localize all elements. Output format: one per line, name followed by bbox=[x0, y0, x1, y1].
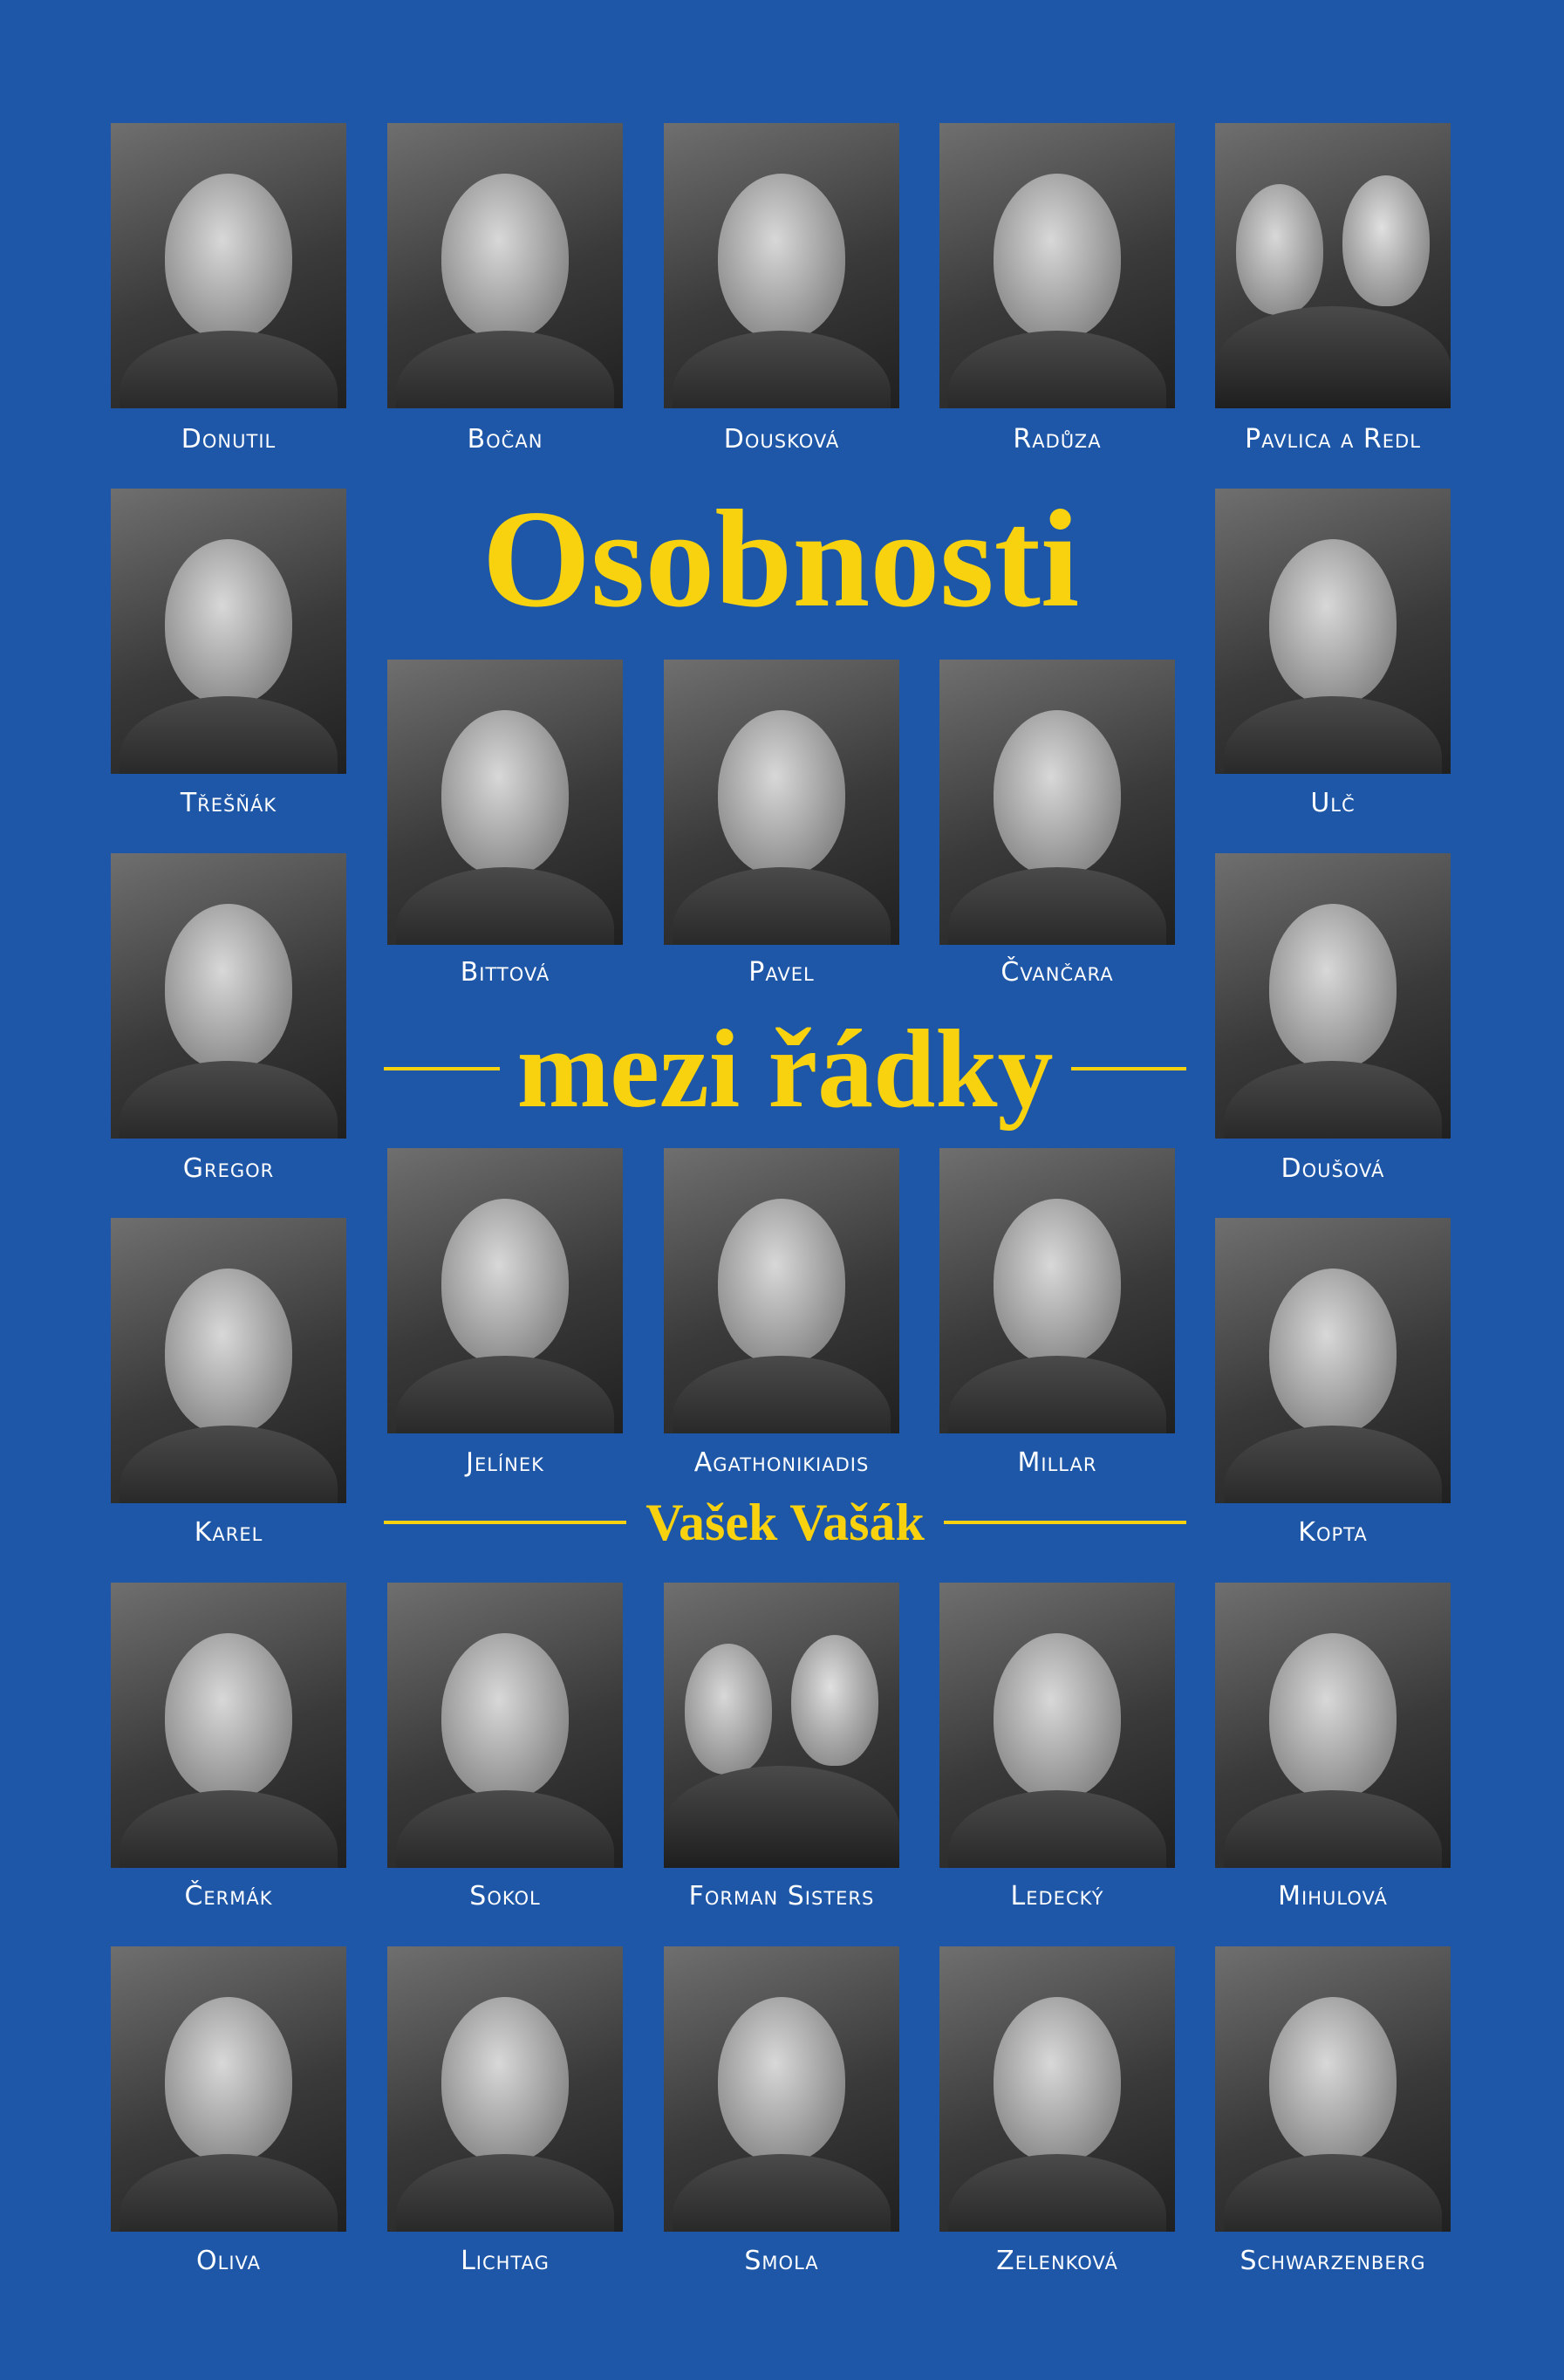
portrait-bocan bbox=[387, 123, 623, 408]
name-label-agathonikiadis: Agathonikiadis bbox=[693, 1447, 870, 1478]
name-label-lichtag: Lichtag bbox=[461, 2246, 550, 2276]
portrait-oliva bbox=[111, 1946, 346, 2232]
author-rule-left bbox=[384, 1521, 626, 1524]
name-label-pavlica-a-redl: Pavlica a Redl bbox=[1245, 424, 1421, 455]
portrait-douskova bbox=[664, 123, 899, 408]
name-label-kopta: Kopta bbox=[1298, 1517, 1368, 1548]
name-label-raduza: Radůza bbox=[1013, 424, 1102, 455]
portrait-cvancara bbox=[939, 660, 1175, 945]
portrait-pavel bbox=[664, 660, 899, 945]
name-label-pavel: Pavel bbox=[748, 957, 815, 988]
portrait-forman-sisters bbox=[664, 1583, 899, 1868]
book-subtitle-block bbox=[384, 1003, 1186, 1134]
portrait-schwarzenberg bbox=[1215, 1946, 1451, 2232]
book-title: Osobnosti bbox=[481, 481, 1080, 636]
book-subtitle: mezi řádky bbox=[516, 1007, 1054, 1131]
portrait-karel bbox=[111, 1218, 346, 1503]
book-author-block bbox=[384, 1488, 1186, 1557]
author-rule-right bbox=[944, 1521, 1186, 1524]
name-label-mihulova: Mihulová bbox=[1278, 1881, 1388, 1912]
portrait-ulc bbox=[1215, 489, 1451, 774]
portrait-kopta bbox=[1215, 1218, 1451, 1503]
name-label-cermak: Čermák bbox=[184, 1881, 273, 1912]
portrait-jelinek bbox=[387, 1148, 623, 1433]
name-label-cvancara: Čvančara bbox=[1001, 957, 1114, 988]
portrait-mihulova bbox=[1215, 1583, 1451, 1868]
name-label-millar: Millar bbox=[1017, 1447, 1097, 1478]
portrait-millar bbox=[939, 1148, 1175, 1433]
portrait-smola bbox=[664, 1946, 899, 2232]
portrait-cermak bbox=[111, 1583, 346, 1868]
name-label-dousova: Doušová bbox=[1281, 1153, 1385, 1184]
name-label-douskova: Dousková bbox=[723, 424, 840, 455]
name-label-donutil: Donutil bbox=[181, 424, 277, 455]
portrait-lichtag bbox=[387, 1946, 623, 2232]
portrait-pavlica-a-redl bbox=[1215, 123, 1451, 408]
name-label-tresnak: Třešňák bbox=[180, 788, 277, 818]
portrait-donutil bbox=[111, 123, 346, 408]
name-label-schwarzenberg: Schwarzenberg bbox=[1240, 2246, 1426, 2276]
name-label-jelinek: Jelínek bbox=[466, 1447, 544, 1478]
name-label-karel: Karel bbox=[194, 1517, 263, 1548]
name-label-ulc: Ulč bbox=[1310, 788, 1356, 818]
name-label-zelenkova: Zelenková bbox=[996, 2246, 1118, 2276]
portrait-bittova bbox=[387, 660, 623, 945]
name-label-smola: Smola bbox=[744, 2246, 819, 2276]
name-label-gregor: Gregor bbox=[182, 1153, 275, 1184]
portrait-dousova bbox=[1215, 853, 1451, 1139]
name-label-sokol: Sokol bbox=[469, 1881, 541, 1912]
subtitle-rule-left bbox=[384, 1067, 500, 1070]
portrait-ledecky bbox=[939, 1583, 1175, 1868]
book-author: Vašek Vašák bbox=[645, 1494, 925, 1551]
portrait-raduza bbox=[939, 123, 1175, 408]
portrait-sokol bbox=[387, 1583, 623, 1868]
name-label-forman-sisters: Forman Sisters bbox=[688, 1881, 875, 1912]
portrait-zelenkova bbox=[939, 1946, 1175, 2232]
portrait-tresnak bbox=[111, 489, 346, 774]
name-label-bittova: Bittová bbox=[460, 957, 550, 988]
name-label-oliva: Oliva bbox=[196, 2246, 261, 2276]
name-label-ledecky: Ledecký bbox=[1010, 1881, 1104, 1912]
portrait-agathonikiadis bbox=[664, 1148, 899, 1433]
subtitle-rule-right bbox=[1071, 1067, 1187, 1070]
portrait-gregor bbox=[111, 853, 346, 1139]
name-label-bocan: Bočan bbox=[467, 424, 543, 455]
